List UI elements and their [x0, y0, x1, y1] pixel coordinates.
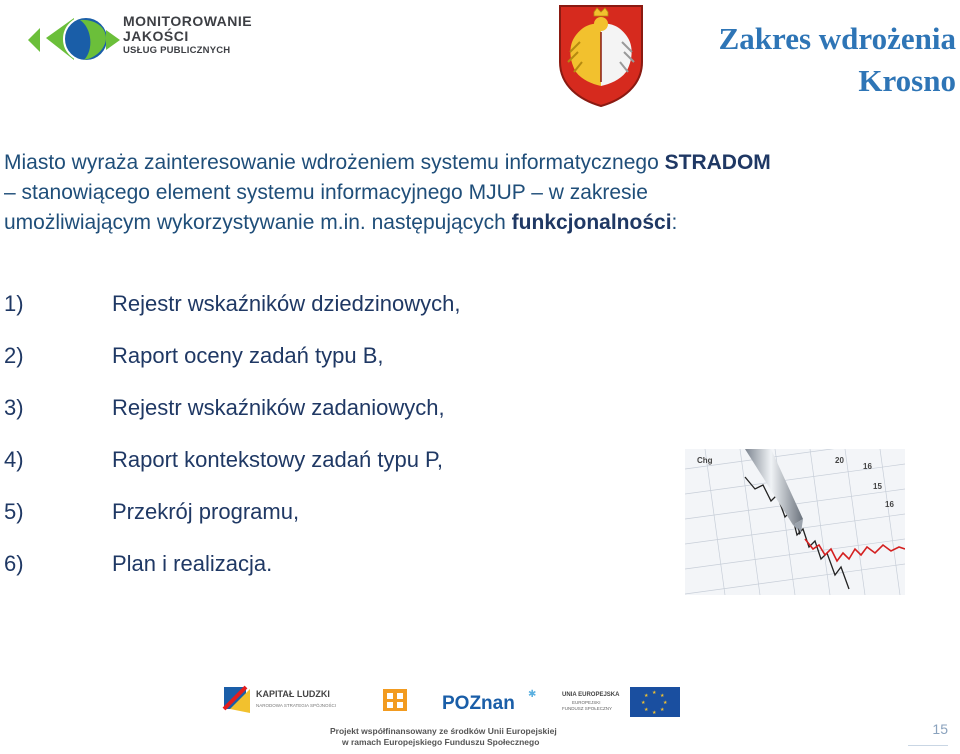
title-line-1: Zakres wdrożenia	[718, 21, 956, 56]
list-item-text: Przekrój programu,	[112, 499, 300, 524]
kapital-ludzki-text: KAPITAŁ LUDZKI	[256, 689, 330, 699]
stock-chart-pen-image	[685, 449, 905, 595]
intro-line-2	[4, 178, 959, 208]
svg-text:16: 16	[885, 500, 894, 509]
list-item-number: 5)	[4, 499, 24, 524]
svg-text:★: ★	[652, 690, 657, 696]
list-item-number: 2)	[4, 343, 24, 368]
logo-line-1: MONITOROWANIE	[123, 13, 253, 29]
svg-text:20: 20	[835, 456, 844, 465]
svg-text:15: 15	[873, 482, 882, 491]
intro-line-2-text: – stanowiącego element systemu informacyjnego MJUP – w zakresie	[4, 181, 648, 204]
eu-line-3: FUNDUSZ SPOŁECZNY	[562, 706, 613, 711]
mjup-logo-icon	[26, 10, 122, 70]
logo-line-3: USŁUG PUBLICZNYCH	[123, 45, 231, 56]
svg-text:★: ★	[660, 707, 665, 713]
list-item-number: 1)	[4, 291, 24, 316]
kapital-ludzki-logo	[224, 687, 336, 713]
regional-emblem	[383, 689, 407, 711]
title-line-2: Krosno	[858, 63, 956, 98]
svg-text:16: 16	[863, 462, 872, 471]
page-number: 15	[908, 721, 948, 746]
svg-text:✱: ✱	[528, 689, 537, 700]
intro-line-3	[4, 208, 959, 238]
krosno-coat-of-arms	[556, 2, 646, 108]
eu-line-1: UNIA EUROPEJSKA	[562, 692, 620, 698]
svg-text:★: ★	[652, 710, 657, 716]
mjup-logo	[26, 10, 276, 70]
kapital-ludzki-sub: NARODOWA STRATEGIA SPÓJNOŚCI	[256, 703, 337, 708]
project-line-2: w ramach Europejskiego Funduszu Społecznego	[342, 737, 540, 747]
chart-pen-photo	[685, 449, 905, 595]
logo-line-2: JAKOŚCI	[123, 28, 189, 44]
intro-line-1-text: Miasto wyraża zainteresowanie wdrożeniem systemu informatycznego	[4, 151, 665, 174]
footer-logo-strip	[220, 683, 690, 749]
stradom-keyword: STRADOM	[664, 151, 771, 174]
project-line-1: Projekt współfinansowany ze środków Unii Europejskiej	[330, 726, 557, 736]
intro-line-1	[4, 148, 959, 178]
list-item-number: 6)	[4, 551, 24, 576]
funkcjonalnosci-keyword: funkcjonalności	[511, 211, 672, 234]
intro-line-3-text: umożliwiającym wykorzystywanie m.in. następujących	[4, 211, 512, 234]
slide-title	[719, 18, 956, 102]
list-item-number: 4)	[4, 447, 24, 472]
list-item-text: Rejestr wskaźników dziedzinowych,	[112, 291, 461, 316]
svg-text:★: ★	[644, 693, 649, 699]
coat-of-arms-icon	[556, 2, 646, 108]
intro-line-3-colon: :	[671, 211, 678, 234]
poznan-logo: POZnan	[442, 693, 515, 714]
svg-text:★: ★	[641, 700, 646, 706]
list-item-text: Plan i realizacja.	[112, 551, 273, 576]
svg-text:Chg: Chg	[697, 456, 713, 465]
list-item-text: Raport kontekstowy zadań typu P,	[112, 447, 444, 472]
eu-logo	[562, 687, 680, 717]
eu-line-2: EUROPEJSKI	[572, 700, 601, 705]
svg-text:★: ★	[660, 693, 665, 699]
list-item-text: Raport oceny zadań typu B,	[112, 343, 384, 368]
intro-paragraph	[4, 148, 959, 238]
svg-text:★: ★	[663, 700, 668, 706]
list-item-number: 3)	[4, 395, 24, 420]
footer-logos	[220, 683, 690, 749]
svg-text:★: ★	[644, 707, 649, 713]
list-item-text: Rejestr wskaźników zadaniowych,	[112, 395, 445, 420]
